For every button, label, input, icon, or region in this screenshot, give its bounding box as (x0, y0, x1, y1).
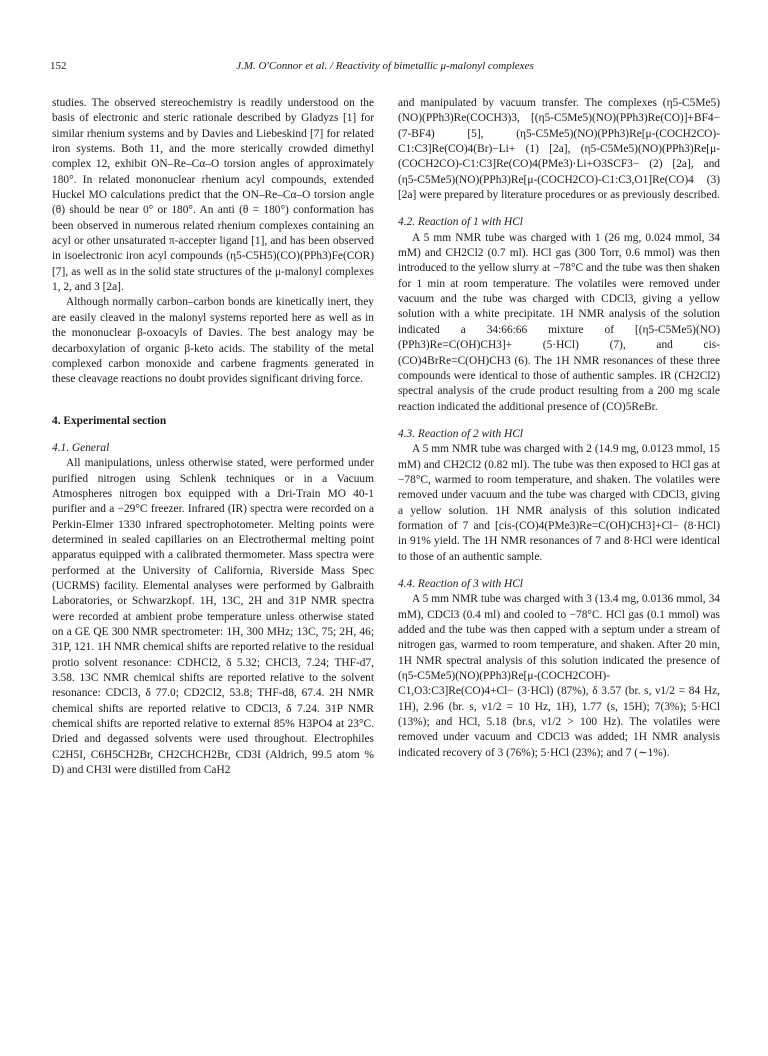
running-title: J.M. O'Connor et al. / Reactivity of bimetallic μ-malonyl complexes (236, 60, 534, 72)
page-header (50, 60, 720, 76)
page-number: 152 (50, 60, 67, 72)
subsection-heading-4-3: 4.3. Reaction of 2 with HCl (398, 427, 523, 440)
reaction-1-paragraph: A 5 mm NMR tube was charged with 1 (26 mg, 0.024 mmol, 34 mM) and CH2Cl2 (0.7 ml). HCl gas (300 Torr, 0.6 mmol) was then introduced to the yellow slurry at −78°C and the tube was then shaken for 1 min at room temperature. The volatiles were removed under vacuum and the tube was charged with CDCl3, giving a yellow solution with a white precipitate. 1H NMR analysis of the solution indicated a 34:66:66 mixture of [(η5-C5Me5)(NO)(PPh3)Re=C(OH)CH3]+ (5·HCl) (7), and cis-(CO)4BrRe=C(OH)CH3 (6). The 1H NMR resonances of these three compounds were identical to those of authentic samples. IR (CH2Cl2) spectral analysis of the crude product resulting from a 200 mg scale reaction indicated the additional presence of (CO)5ReBr. (398, 231, 720, 413)
materials-paragraph: and manipulated by vacuum transfer. The complexes (η5-C5Me5)(NO)(PPh3)Re(COCH3)3, [(η5-C5Me5)(NO)(PPh3)Re(CO)]+BF4− (7-BF4) [5], (η5-C5Me5)(NO)(PPh3)Re[μ-(COCH2CO)-C1:C3]Re(CO)4(Br)−Li+ (1) [2a], (η5-C5Me5)(NO)(PPh3)Re[μ-(COCH2CO)-C1:C3]Re(CO)4(PMe3)·Li+O3SCF3− (2) [2a], and (η5-C5Me5)(NO)(PPh3)Re[μ-(COCH2CO)-C1:C3,O1]Re(CO)4 (3) [2a] were prepared by literature procedures or as previously described. (398, 97, 720, 202)
subsection-heading-4-2: 4.2. Reaction of 1 with HCl (398, 216, 523, 229)
subsection-heading-general: 4.1. General (52, 441, 110, 454)
section-heading-experimental: 4. Experimental section (52, 414, 167, 427)
reaction-3-paragraph: A 5 mm NMR tube was charged with 3 (13.4 mg, 0.0136 mmol, 34 mM), CDCl3 (0.4 ml) and cooled to −78°C. HCl gas (0.1 mmol) was added and the tube was then capped with a septum under a stream of nitrogen gas, warmed to room temperature, and shaken. After 20 min, 1H NMR spectral analysis of this solution indicated the presence of (η5-C5Me5)(NO)(PPh3)Re[μ-(COCH2COH)-C1,O3:C3]Re(CO)4+Cl− (3·HCl) (87%), δ 3.57 (br. s, ν1/2 = 84 Hz, 1H), 2.96 (br. s, ν1/2 = 10 Hz, 1H), 1.77 (s, 15H); 7(3%); 5·HCl (13%); and HCl, 5.18 (br.s, ν1/2 > 100 Hz). The volatiles were removed under vacuum and CDCl3 was added; 1H NMR analysis indicated recovery of 3 (76%); 5·HCl (23%); and 7 (∼1%). (398, 593, 720, 759)
subsection-heading-4-4: 4.4. Reaction of 3 with HCl (398, 577, 523, 590)
right-column (398, 96, 720, 761)
discussion-paragraph-1: studies. The observed stereochemistry is readily understood on the basis of electronic and steric rationale described by Gladyzs [1] for similar rhenium systems and by Davies and Liebeskind [7] for related iron systems. Both 11, and the more sterically crowded dimethyl complex 12, exhibit ON–Re–Cα–O torsion angles of approximately 180°. In related mononuclear rhenium acyl compounds, extended Huckel MO calculations predict that the ON–Re–Cα–O torsion angle (θ) should be near 0° or 180°. An anti (θ = 180°) conformation has been observed in numerous related rhenium complexes containing an acyl or other unsaturated π-accepter ligand [1], and has been observed in isoelectronic iron acyl compounds (η5-C5H5)(CO)(PPh3)Fe(COR) [7], as well as in the solid state structures of the μ-malonyl complexes 1, 2, and 3 [2a]. (52, 97, 374, 294)
left-column (52, 96, 374, 778)
general-paragraph: All manipulations, unless otherwise stated, were performed under purified nitrogen using Schlenk techniques or in a Vacuum Atmospheres nitrogen box equipped with a Dri-Train MO 40-1 purifier and a −29°C freezer. Infrared (IR) spectra were recorded on a Perkin-Elmer 1330 infrared spectrophotometer. Melting points were determined in sealed capillaries on an Electrothermal melting point apparatus equipped with a calibrated thermometer. Mass spectra were performed at the University of California, Riverside Mass Spec (UCRMS) facility. Elemental analyses were performed by Galbraith Laboratories, or Schwarzkopf. 1H, 13C, 2H and 31P NMR spectra were recorded at ambient probe temperature unless otherwise stated on a GE QE 300 NMR spectrometer: 1H, 300 MHz; 13C, 75; 2H, 46; 31P, 121. 1H NMR chemical shifts are reported relative to the residual protio solvent resonance: CDHCl2, δ 5.32; CHCl3, 7.24; THF-d7, 3.58. 13C NMR chemical shifts are reported relative to the solvent resonance: CDCl3, δ 77.0; CD2Cl2, 53.8; THF-d8, 67.4. 2H NMR chemical shifts are reported relative to CDCl3, δ 7.24. 31P NMR chemical shifts are reported relative to external 85% H3PO4 at 23°C. Dried and degassed solvents were used throughout. Electrophiles C2H5I, C6H5CH2Br, CH2CHCH2Br, CD3I (Aldrich, 99.5 atom % D) and CH3I were distilled from CaH2 (52, 457, 374, 777)
reaction-2-paragraph: A 5 mm NMR tube was charged with 2 (14.9 mg, 0.0123 mmol, 15 mM) and CH2Cl2 (0.82 ml). The tube was then exposed to HCl gas at −78°C, warmed to room temperature, and shaken. The volatiles were removed under vacuum and the tube was charged with CDCl3, giving a yellow solution. 1H NMR analysis of this solution indicated formation of 7 and [cis-(CO)4(PMe3)Re=C(OH)CH3]+Cl− (8·HCl) in 91% yield. The 1H NMR resonances of 7 and 8·HCl were identical to those of an authentic sample. (398, 443, 720, 563)
discussion-paragraph-2: Although normally carbon–carbon bonds are kinetically inert, they are easily cleaved in the malonyl systems reported here as well as in the mononuclear β-oxoacyls of Davies. The best analogy may be decarboxylation of organic β-keto acids. The stability of the metal complexed carbon monoxide and carbene fragments generated in these cleavage reactions no doubt provides significant driving force. (52, 296, 374, 386)
